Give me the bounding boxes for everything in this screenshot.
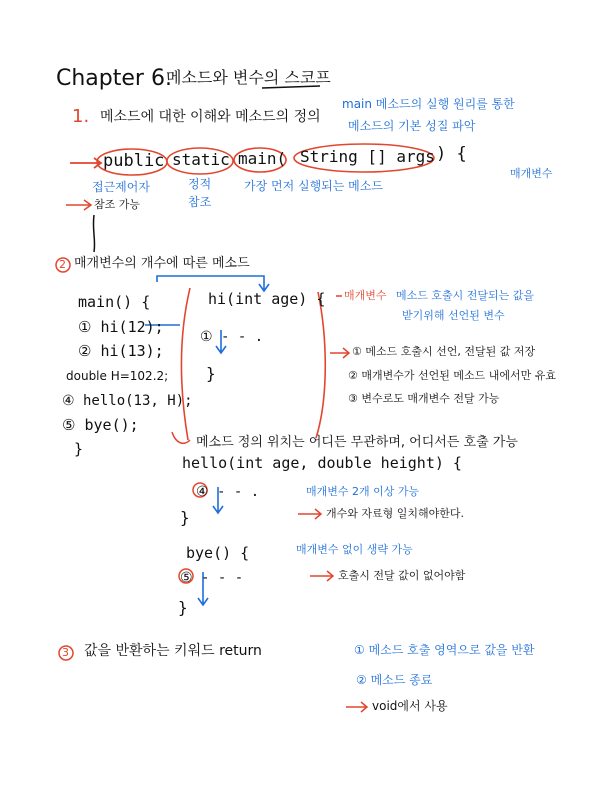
bye-close: } <box>178 598 188 617</box>
section3-number: 3 <box>62 646 69 659</box>
main-line-4: ④ hello(13, H); <box>62 393 193 409</box>
curve-position-note <box>172 432 190 443</box>
main-line-2: ② hi(13); <box>78 342 164 360</box>
arrow-to-public <box>70 158 101 168</box>
main-line-5: ⑤ bye(); <box>62 416 139 434</box>
param-desc-1: 메소드 호출시 전달되는 값을 <box>396 289 535 302</box>
hi-signature: hi(int age) { <box>208 290 326 308</box>
code-main: main( <box>238 149 287 168</box>
arrow-void <box>346 702 367 712</box>
bye-note-2: 호출시 전달 값이 없어야함 <box>338 569 466 582</box>
arrow-hello-note <box>298 509 321 519</box>
code-close: ) { <box>436 144 467 164</box>
hi-body: ① - - . <box>200 329 264 345</box>
hello-signature: hello(int age, double height) { <box>182 454 462 472</box>
label-static-sub: 참조 <box>188 195 212 209</box>
section2-number: 2 <box>59 258 66 271</box>
arrow-call-points <box>330 348 349 358</box>
hello-close: } <box>180 508 190 527</box>
label-access: 접근제어자 <box>92 180 150 194</box>
main-body-line <box>93 215 94 252</box>
code-static: static <box>172 150 230 169</box>
arrow-bye-note <box>310 571 333 581</box>
code-public: public <box>103 151 165 171</box>
param-note: 매개변수 <box>344 289 387 302</box>
chapter-label: Chapter 6. <box>56 66 172 91</box>
call-point-3: ③ 변수로도 매개변수 전달 가능 <box>348 392 500 405</box>
chapter-subject: 메소드와 변수의 스코프 <box>166 68 331 87</box>
section2-heading: 매개변수의 개수에 따른 메소드 <box>74 256 250 271</box>
main-line-1: ① hi(12); <box>78 318 164 336</box>
main-line-0: main() { <box>78 293 151 311</box>
section3-point-3: void에서 사용 <box>372 699 448 713</box>
param-desc-2: 받기위해 선언된 변수 <box>402 309 505 322</box>
section3-point-2: ② 메소드 종료 <box>356 673 433 687</box>
hello-note-1: 매개변수 2개 이상 가능 <box>306 485 420 498</box>
hi-red-bracket <box>181 288 190 440</box>
hi-close: } <box>206 364 216 383</box>
section1-heading: 메소드에 대한 이해와 메소드의 정의 <box>100 109 321 125</box>
arrow-reference <box>66 200 91 210</box>
bye-signature: bye() { <box>186 544 250 562</box>
call-connector-main-hi <box>157 276 269 291</box>
call-point-2: ② 매개변수가 선언된 메소드 내에서만 유효 <box>348 369 556 382</box>
param-label: 매개변수 <box>510 167 553 180</box>
hello-body: ④ - - . <box>196 484 260 500</box>
main-line-6: } <box>74 440 84 458</box>
position-note: 메소드 정의 위치는 어디든 무관하며, 어디서든 호출 가능 <box>196 435 518 450</box>
hello-note-2: 개수와 자료형 일치해야한다. <box>326 507 465 520</box>
section3-point-1: ① 메소드 호출 영역으로 값을 반환 <box>354 643 535 657</box>
label-static: 정적 <box>188 177 212 191</box>
section1-note-line2: 메소드의 기본 성질 파악 <box>348 119 476 133</box>
call-point-1: ① 메소드 호출시 선언, 전달된 값 저장 <box>352 345 536 358</box>
section1-note-line1: main 메소드의 실행 원리를 통한 <box>342 97 515 111</box>
main-line-3: double H=102.2; <box>66 369 169 383</box>
label-access-sub: 참조 가능 <box>94 198 141 211</box>
bye-note-1: 매개변수 없이 생략 가능 <box>296 543 413 556</box>
section3-heading: 값을 반환하는 키워드 return <box>84 643 262 659</box>
section1-number: 1. <box>72 106 90 127</box>
bye-body: ⑤ - - - <box>180 570 244 586</box>
hi-right-bracket <box>316 292 325 438</box>
label-first-run: 가장 먼저 실행되는 메소드 <box>244 179 383 193</box>
code-args: String [] args <box>300 147 435 166</box>
